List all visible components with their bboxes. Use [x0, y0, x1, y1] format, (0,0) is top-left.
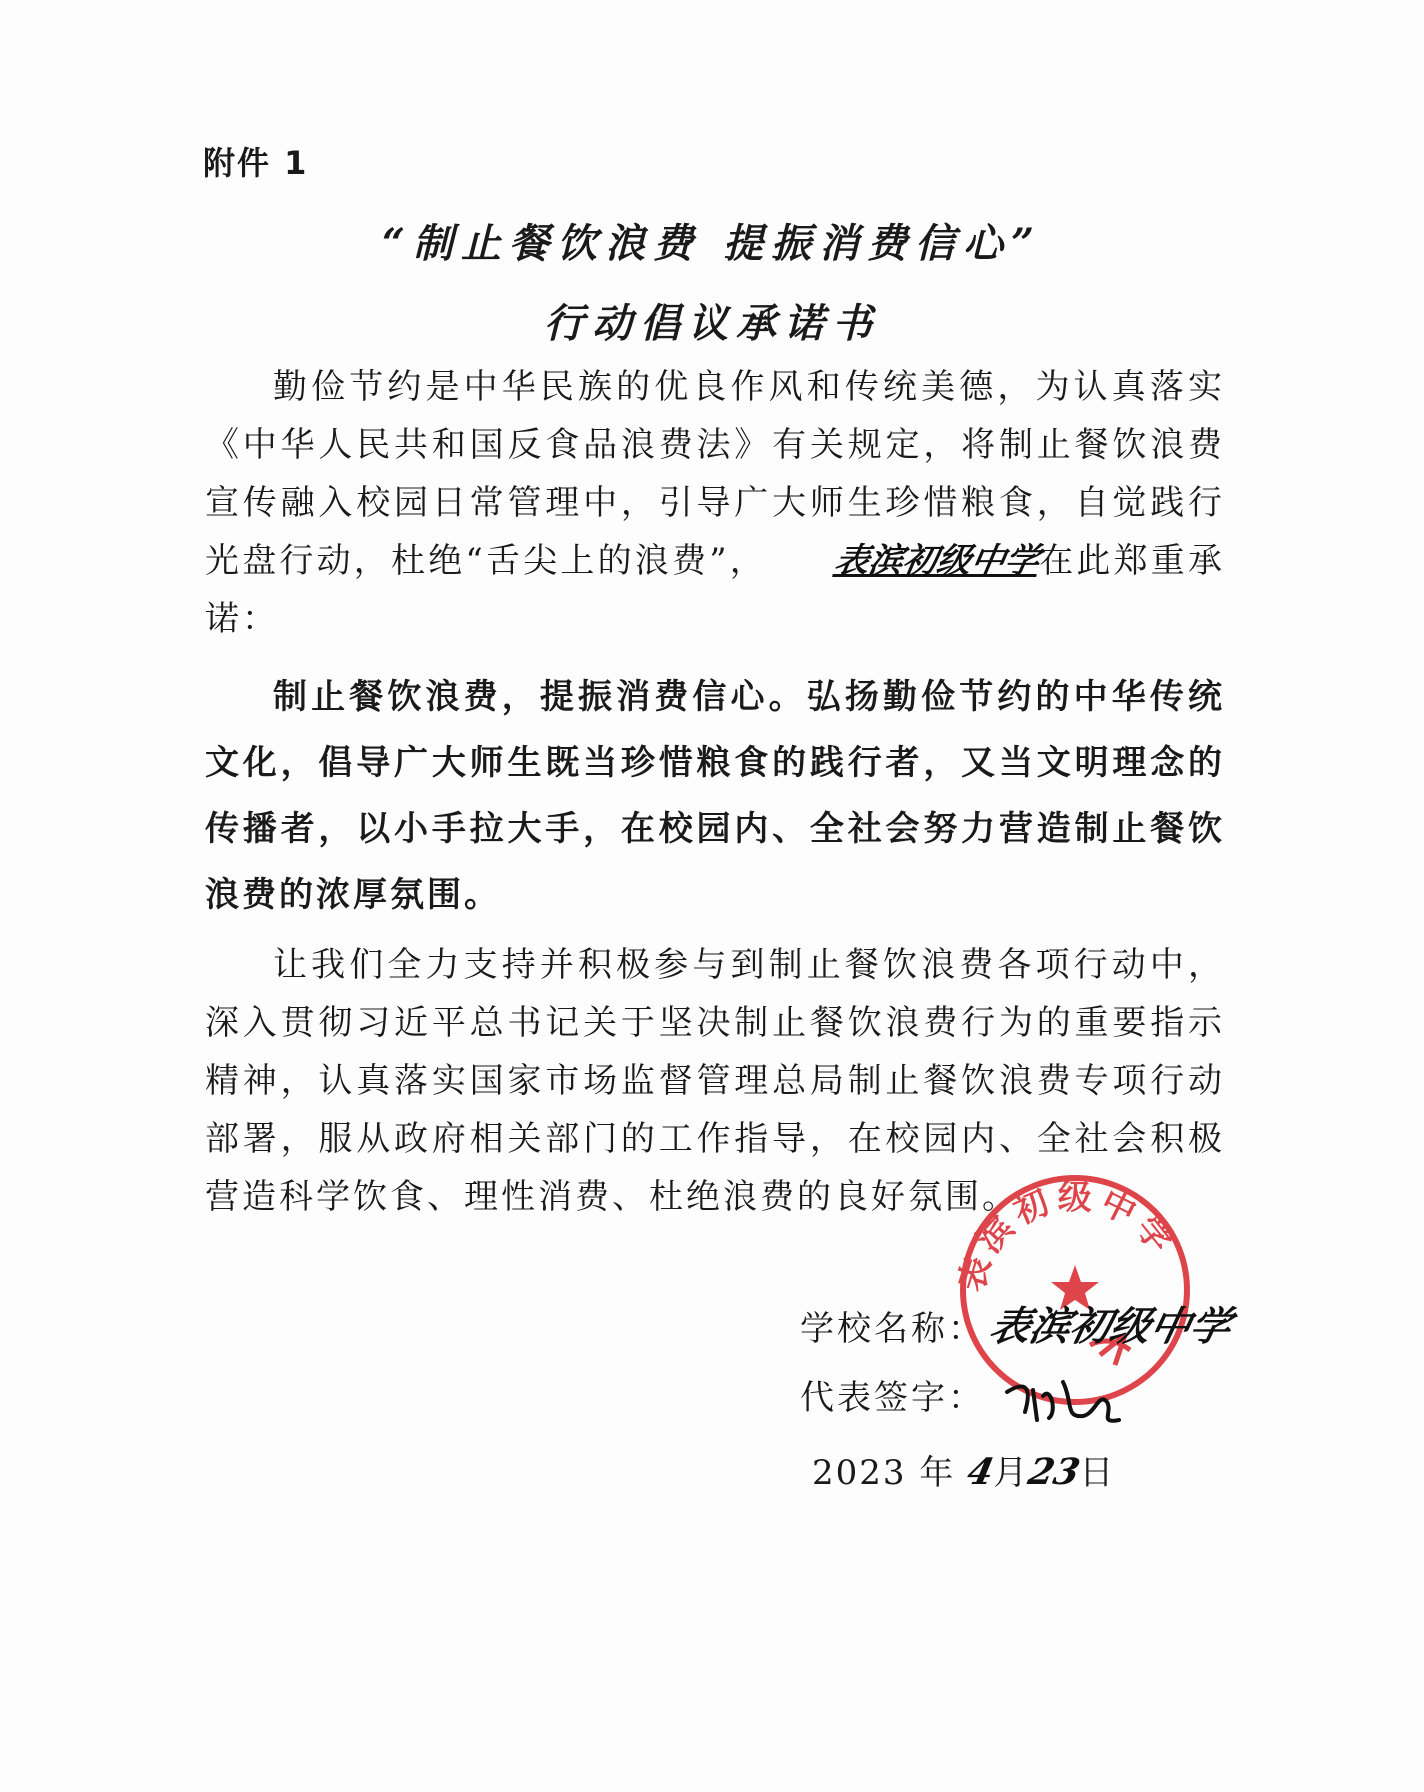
school-name-row [800, 1295, 1236, 1352]
date-year: 2023 [812, 1453, 907, 1493]
paragraph-1 [205, 358, 1225, 648]
date-month: 4 [963, 1451, 998, 1493]
date-row [812, 1445, 1115, 1494]
seal-text: 表滨初级中学 [951, 1177, 1184, 1297]
representative-row [800, 1370, 1123, 1428]
paragraph-1-text: 勤俭节约是中华民族的优良作风和传统美德，为认真落实《中华人民共和国反食品浪费法》有关规定，将制止餐饮浪费宣传融入校园日常管理中，引导广大师生珍惜粮食，自觉践行光盘行动，杜绝“舌尖上的浪费”， [205, 367, 1225, 581]
attachment-label: 附件 1 [203, 144, 309, 182]
school-name-label: 学校名称： [800, 1309, 985, 1349]
date-day-unit: 日 [1079, 1453, 1116, 1493]
title-line-1: “制止餐饮浪费 提振消费信心” [382, 220, 1042, 267]
date-day: 23 [1024, 1451, 1084, 1493]
handwritten-signature-icon [1003, 1372, 1123, 1428]
date-year-unit: 年 [919, 1453, 956, 1493]
handwritten-school-name: 表滨初级中学 [831, 541, 1043, 581]
date-month-unit: 月 [993, 1453, 1030, 1493]
paragraph-3: 让我们全力支持并积极参与到制止餐饮浪费各项行动中，深入贯彻习近平总书记关于坚决制止餐饮浪费行为的重要指示精神，认真落实国家市场监督管理总局制止餐饮浪费专项行动部署，服从政府相关部门的工作指导，在校园内、全社会积极营造科学饮食、理性消费、杜绝浪费的良好氛围。 [205, 945, 1225, 1217]
representative-label: 代表签字： [800, 1378, 985, 1418]
paragraph-2: 制止餐饮浪费，提振消费信心。弘扬勤俭节约的中华传统文化，倡导广大师生既当珍惜粮食的践行者，又当文明理念的传播者，以小手拉大手，在校园内、全社会努力营造制止餐饮浪费的浓厚氛围。 [205, 677, 1225, 915]
title-line-2: 行动倡议承诺书 [544, 300, 880, 347]
svg-text:表滨初级中学 [951, 1177, 1183, 1296]
school-name-signature: 表滨初级中学 [985, 1303, 1236, 1350]
paragraph-1-text-end: 在此郑重承诺： [205, 541, 1226, 639]
